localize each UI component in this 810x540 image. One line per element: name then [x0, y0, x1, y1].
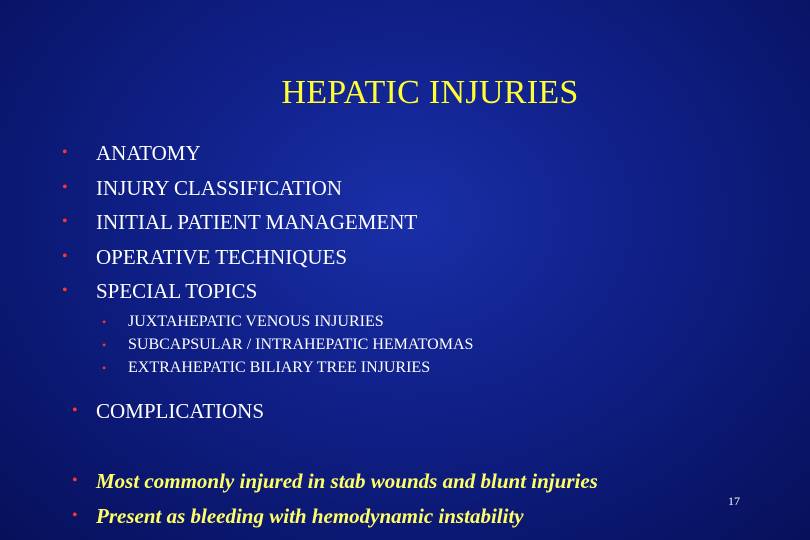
- list-item-label: OPERATIVE TECHNIQUES: [96, 244, 348, 269]
- bullet-icon: •: [62, 178, 68, 196]
- sub-list-item-label: EXTRAHEPATIC BILIARY TREE INJURIES: [128, 359, 431, 376]
- list-item-label: SPECIAL TOPICS: [96, 279, 258, 303]
- list-item: [62, 278, 417, 313]
- bullet-icon: •: [72, 472, 78, 489]
- notes-list: [72, 467, 598, 537]
- bullet-icon: •: [72, 402, 78, 419]
- special-topics-sublist: [102, 312, 473, 381]
- bullet-icon: •: [62, 213, 68, 230]
- bullet-icon: •: [62, 247, 68, 265]
- list-item-label: INITIAL PATIENT MANAGEMENT: [96, 210, 418, 234]
- bullet-icon: •: [102, 361, 107, 375]
- bullet-icon: •: [102, 315, 107, 329]
- page-number: 17: [728, 494, 740, 508]
- bullet-icon: •: [102, 338, 107, 352]
- note-item: [72, 502, 598, 537]
- list-item: [62, 175, 417, 210]
- sub-list-item: [102, 358, 473, 381]
- bullet-icon: •: [62, 282, 68, 299]
- bullet-icon: •: [62, 144, 68, 161]
- list-item-label: COMPLICATIONS: [96, 399, 265, 423]
- list-item: [62, 140, 417, 175]
- list-item-label: ANATOMY: [96, 141, 201, 165]
- sub-list-item-label: JUXTAHEPATIC VENOUS INJURIES: [128, 313, 384, 330]
- sub-list-item-label: SUBCAPSULAR / INTRAHEPATIC HEMATOMAS: [128, 336, 474, 353]
- list-item: [72, 398, 264, 424]
- list-item: [62, 209, 417, 244]
- note-text: Most commonly injured in stab wounds and blunt injuries: [96, 469, 598, 493]
- list-item-label: INJURY CLASSIFICATION: [96, 175, 343, 200]
- note-item: [72, 467, 598, 502]
- list-item: [62, 244, 417, 279]
- sub-list-item: [102, 335, 473, 358]
- sub-list-item: [102, 312, 473, 335]
- bullet-icon: •: [72, 507, 78, 524]
- slide-title: HEPATIC INJURIES: [281, 74, 579, 111]
- main-topics-list: [62, 140, 417, 313]
- complications-list: [72, 398, 264, 424]
- note-text: Present as bleeding with hemodynamic instability: [96, 504, 524, 528]
